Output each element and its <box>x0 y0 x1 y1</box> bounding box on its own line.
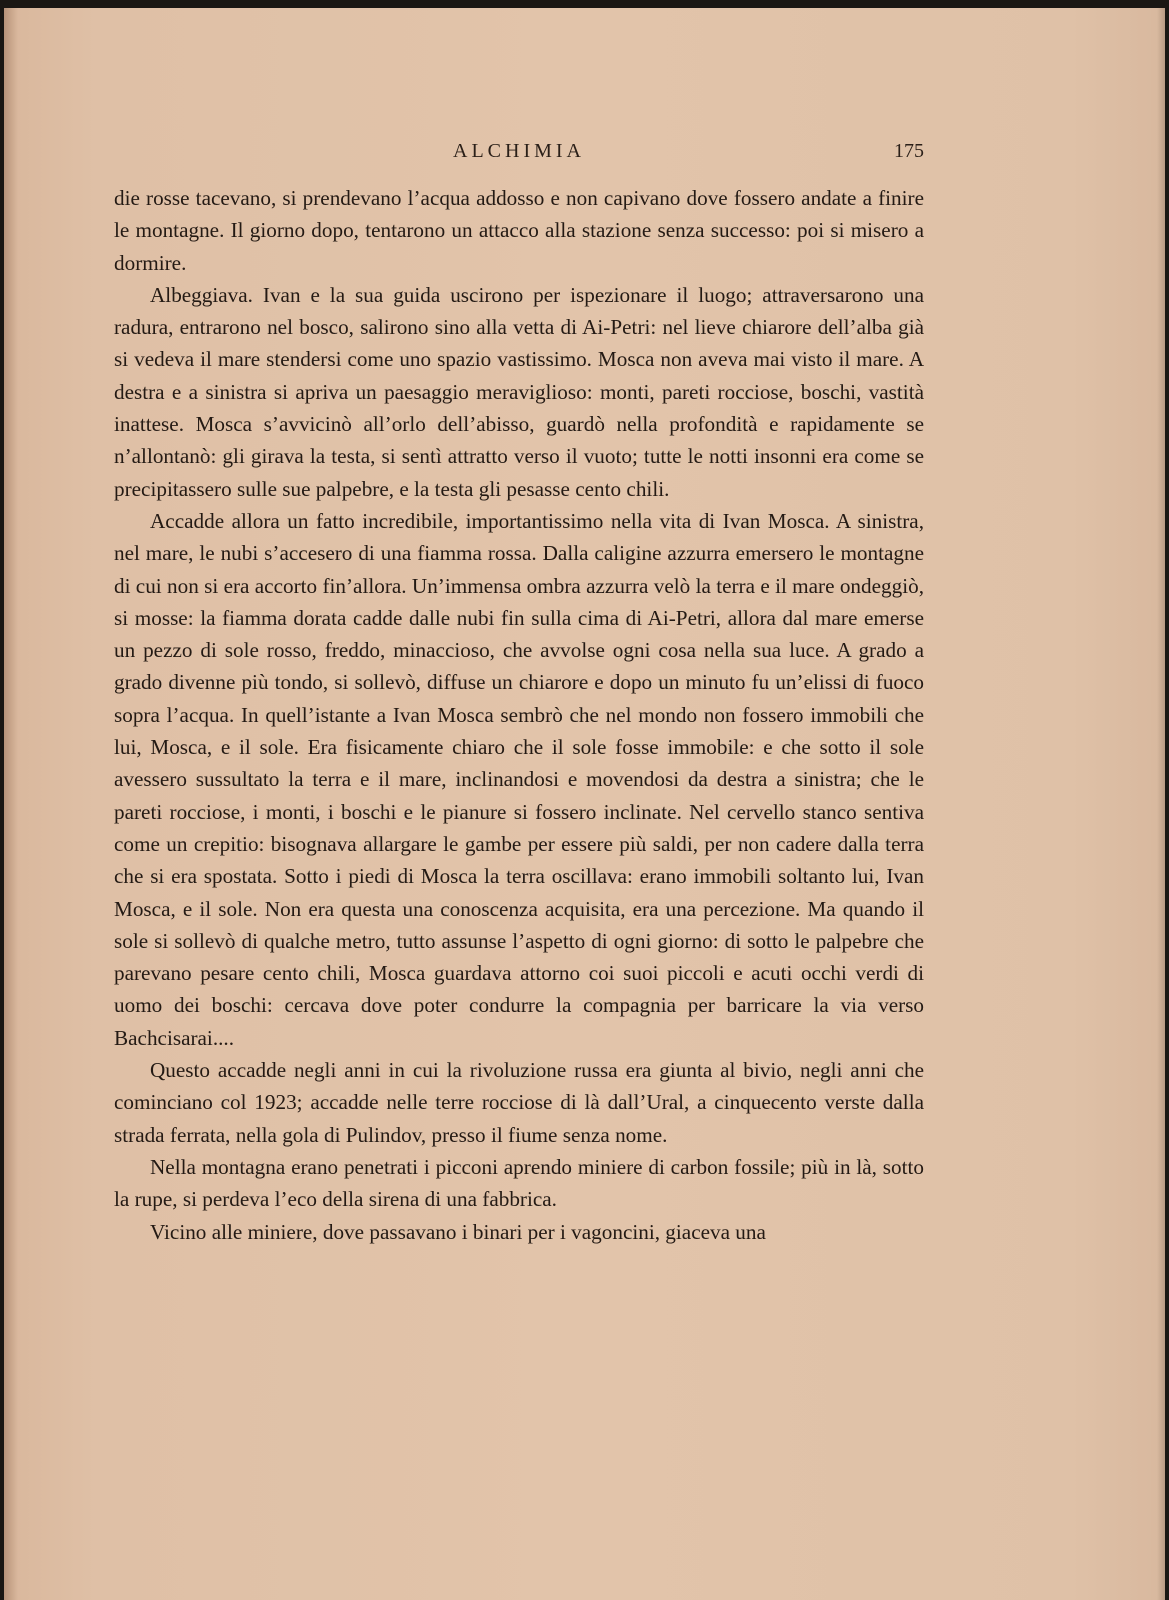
paragraph: Albeggiava. Ivan e la sua guida uscirono per ispezionare il luogo; attraversarono una radura, entrarono nel bosco, salirono sino alla vetta di Ai-Petri: nel lieve chiarore dell’alba già si vedeva il mare stendersi come uno spazio vastissimo. Mosca non aveva mai visto il mare. A destra e a sinistra si apriva un paesaggio meraviglioso: monti, pareti rocciose, boschi, vastità inattese. Mosca s’avvicinò all’orlo dell’abisso, guardò nella profondità e rapidamente se n’allontanò: gli girava la testa, si sentì attratto verso il vuoto; tutte le notti insonni era come se precipitassero sulle sue palpebre, e la testa gli pesasse cento chili. <box>114 282 924 501</box>
paragraph: Nella montagna erano penetrati i picconi aprendo miniere di carbon fossile; più in là, sotto la rupe, si perdeva l’eco della sirena di una fabbrica. <box>114 1154 924 1212</box>
paragraph: Questo accadde negli anni in cui la rivoluzione russa era giunta al bivio, negli anni che cominciano col 1923; accadde nelle terre rocciose di là dall’Ural, a cinquecento verste dalla strada ferrata, nella gola di Pulindov, presso il fiume senza nome. <box>114 1058 924 1147</box>
paragraph: Accadde allora un fatto incredibile, importantissimo nella vita di Ivan Mosca. A sinistra, nel mare, le nubi s’accesero di una fiamma rossa. Dalla caligine azzurra emersero le montagne di cui non si era accorto fin’allora. Un’immensa ombra azzurra velò la terra e il mare ondeggiò, si mosse: la fiamma dorata cadde dalle nubi fin sulla cima di Ai-Petri, allora dal mare emerse un pezzo di sole rosso, freddo, minaccioso, che avvolse ogni cosa nella sua luce. A grado a grado divenne più tondo, si sollevò, diffuse un chiarore e dopo un minuto fu un’elissi di fuoco sopra l’acqua. In quell’istante a Ivan Mosca sembrò che nel mondo non fossero immobili che lui, Mosca, e il sole. Era fisicamente chiaro che il sole fosse immobile: e che sotto il sole avessero sussultato la terra e il mare, inclinandosi e movendosi da destra a sinistra; che le pareti rocciose, i monti, i boschi e le pianure si fossero inclinate. Nel cervello stanco sentiva come un crepitio: bisognava allargare le gambe per essere più saldi, per non cadere dalla terra che si era spostata. Sotto i piedi di Mosca la terra oscillava: erano immobili soltanto lui, Ivan Mosca, e il sole. Non era questa una conoscenza acquisita, era una percezione. Ma quando il sole si sollevò di qualche metro, tutto assunse l’aspetto di ogni giorno: di sotto le palpebre che parevano pesare cento chili, Mosca guardava attorno coi suoi piccoli e acuti occhi verdi di uomo dei boschi: cercava dove poter condurre la compagnia per barricare la via verso Bachcisarai.... <box>114 508 924 1050</box>
running-head <box>114 140 924 170</box>
paragraph: Vicino alle miniere, dove passavano i binari per i vagoncini, giaceva una <box>150 1219 766 1244</box>
running-title: ALCHIMIA <box>453 140 585 162</box>
paragraph: die rosse tacevano, si prendevano l’acqua addosso e non capivano dove fossero andate a finire le montagne. Il giorno dopo, tentarono un attacco alla stazione senza successo: poi si misero a dormire. <box>114 186 924 275</box>
body-text <box>114 182 924 1248</box>
book-page <box>4 8 1165 1600</box>
page-number: 175 <box>894 140 924 162</box>
